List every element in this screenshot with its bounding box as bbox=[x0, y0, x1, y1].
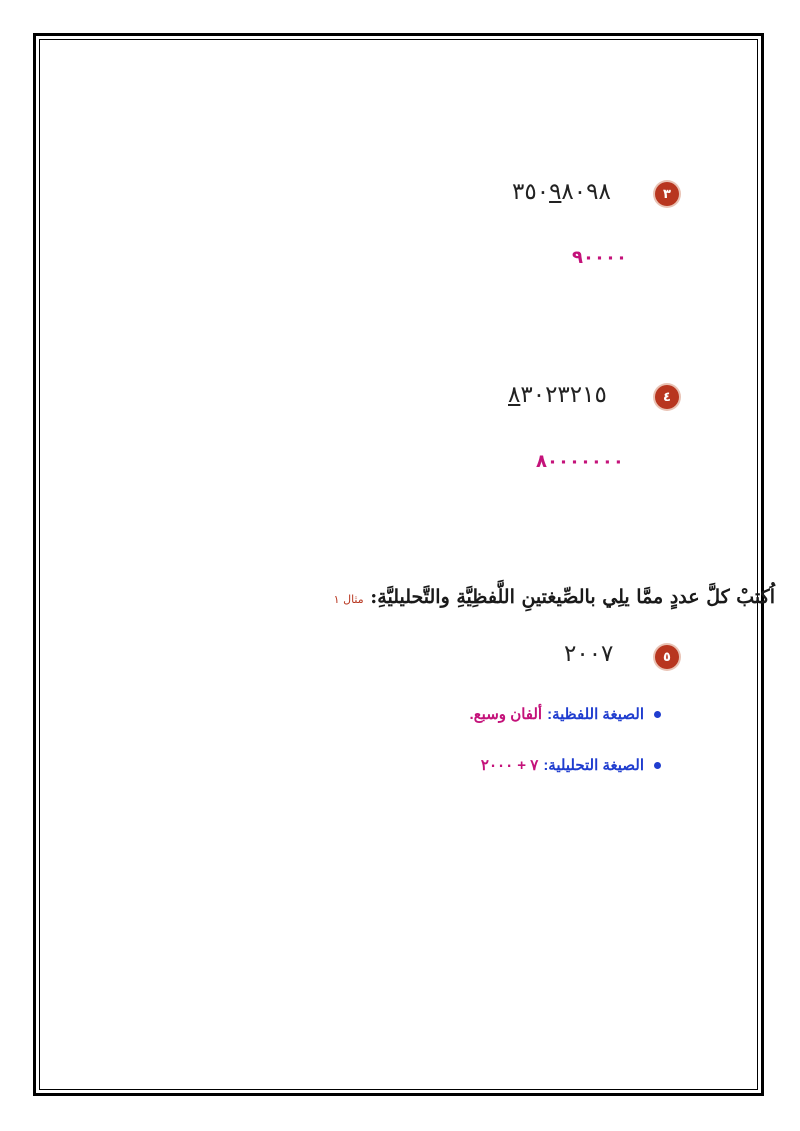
exercise-4-badge: ٤ bbox=[655, 385, 679, 409]
bullet-icon bbox=[654, 711, 661, 718]
exercise-5-number: ٢٠٠٧ bbox=[564, 641, 614, 667]
digit-group: ٨٠٩٨ bbox=[561, 179, 611, 205]
exercise-3-number bbox=[512, 179, 611, 205]
digit-group: ٣٥٠ bbox=[512, 179, 550, 205]
verbal-form-label: الصيغة اللفظية: bbox=[547, 706, 644, 723]
exercise-4-number bbox=[508, 382, 607, 408]
page-border-inner bbox=[39, 39, 758, 1090]
expanded-form-value: ٧ + ٢٠٠٠ bbox=[480, 757, 539, 774]
exercise-5-badge: ٥ bbox=[655, 645, 679, 669]
exercise-3-answer: ٩٠٠٠٠ bbox=[572, 247, 627, 268]
exercise-3-badge: ٣ bbox=[655, 182, 679, 206]
expanded-form-label: الصيغة التحليلية: bbox=[543, 757, 644, 774]
verbal-form-line bbox=[470, 705, 661, 723]
exercise-4-answer: ٨٠٠٠٠٠٠٠ bbox=[536, 451, 624, 472]
verbal-form-value: ألفان وسبع. bbox=[469, 706, 543, 723]
underlined-digit: ٩ bbox=[549, 179, 562, 205]
underlined-digit: ٨ bbox=[508, 382, 521, 408]
digit-group: ٣٠٢٣٢١٥ bbox=[520, 382, 607, 408]
bullet-icon bbox=[654, 762, 661, 769]
heading-text: اُكتبْ كلَّ عددٍ ممَّا يلِي بالصِّيغتينِ اللَّفظِيَّةِ والتَّحليليَّةِ: bbox=[370, 586, 775, 608]
expanded-form-line bbox=[481, 756, 661, 774]
section-heading bbox=[334, 586, 775, 608]
example-reference: مثال ١ bbox=[333, 593, 364, 606]
